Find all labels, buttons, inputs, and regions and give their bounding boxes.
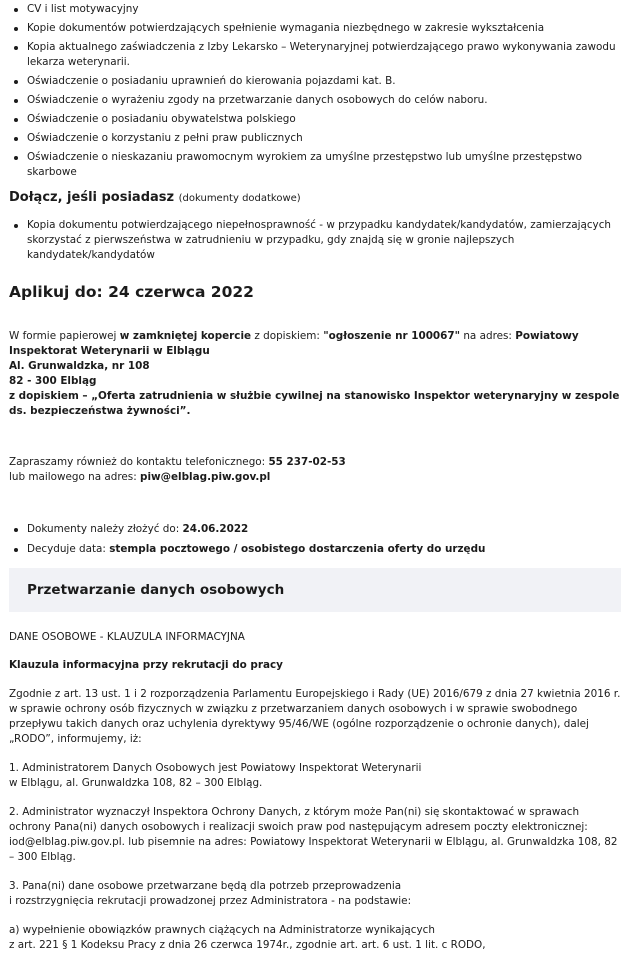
list-item: Oświadczenie o posiadaniu uprawnień do kierowania pojazdami kat. B. (9, 74, 621, 89)
apply-deadline-title: Aplikuj do: 24 czerwca 2022 (9, 283, 254, 301)
paper-mid: z dopiskiem: (251, 330, 324, 342)
contact-info (9, 455, 621, 485)
list-item: Kopia aktualnego zaświadczenia z Izby Lekarsko – Weterynaryjnej potwierdzającego prawo wykonywania zawodu lekarza weterynarii. (9, 40, 621, 70)
address-street: Al. Grunwaldzka, nr 108 (9, 360, 150, 372)
rodo-point-1-line2: w Elblągu, al. Grunwaldzka 108, 82 – 300 Elbląg. (9, 777, 263, 789)
additional-documents-list (9, 218, 621, 263)
rodo-point-a-line1: a) wypełnienie obowiązków prawnych ciążących na Administratorze wynikających (9, 924, 435, 936)
deadline-value: 24.06.2022 (182, 523, 249, 535)
list-item: Oświadczenie o wyrażeniu zgody na przetwarzanie danych osobowych do celów naboru. (9, 93, 621, 108)
contact-phone-label: Zapraszamy również do kontaktu telefonicznego: (9, 456, 269, 468)
rodo-point-2: 2. Administrator wyznaczył Inspektora Ochrony Danych, z którym może Pan(ni) się skontaktować w sprawach ochrony Pana(ni) danych osobowych i realizacji swoich praw pod następującym adresem poczty elektronicznej: iod@elblag.piw.gov.pl. lub pisemnie na adres: Powiatowy Inspektorat Weterynarii w Elblągu, al. Grunwaldzka 108, 82 – 300 Elbląg. (9, 806, 618, 863)
list-item: CV i list motywacyjny (9, 2, 621, 17)
paper-submission-info (9, 329, 621, 419)
list-item: Oświadczenie o posiadaniu obywatelstwa polskiego (9, 112, 621, 127)
announcement-number: "ogłoszenie nr 100067" (323, 330, 461, 342)
decides-value: stempla pocztowego / osobistego dostarczenia oferty do urzędu (109, 543, 486, 555)
rodo-point-a (9, 923, 621, 953)
address-city: 82 - 300 Elbląg (9, 375, 97, 387)
requirements-list (9, 0, 621, 180)
list-item: Kopie dokumentów potwierdzających spełnienie wymagania niezbędnego w zakresie wykształcenia (9, 21, 621, 36)
list-item: Oświadczenie o nieskazaniu prawomocnym wyrokiem za umyślne przestępstwo lub umyślne przestępstwo skarbowe (9, 150, 621, 180)
join-heading (9, 189, 621, 208)
contact-email-label: lub mailowego na adres: (9, 471, 141, 483)
deadline-list (9, 522, 621, 557)
paper-mid2: na adres: (460, 330, 516, 342)
rodo-point-1 (9, 761, 621, 791)
join-heading-text: Dołącz, jeśli posiadasz (9, 190, 175, 205)
decides-label: Decyduje data: (27, 543, 110, 555)
rodo-point-3-line1: 3. Pana(ni) dane osobowe przetwarzane będą dla potrzeb przeprowadzenia (9, 880, 402, 892)
contact-email[interactable]: piw@elblag.piw.gov.pl (140, 471, 271, 483)
rodo-point-3-line2: i rozstrzygnięcia rekrutacji prowadzonej przez Administratora - na podstawie: (9, 895, 412, 907)
section-header-data-processing (9, 568, 621, 612)
paper-prefix: W formie papierowej (9, 330, 120, 342)
rodo-point-1-line1: 1. Administratorem Danych Osobowych jest Powiatowy Inspektorat Weterynarii (9, 762, 422, 774)
rodo-intro: Zgodnie z art. 13 ust. 1 i 2 rozporządzenia Parlamentu Europejskiego i Rady (UE) 2016/679 z dnia 27 kwietnia 2016 r. w sprawie ochrony osób fizycznych w związku z przetwarzaniem danych osobowych i w sprawie swobodnego przepływu takich danych oraz uchylenia dyrektywy 95/46/WE (ogólne rozporządzenie o ochronie danych), dalej „RODO”, informujemy, iż: (9, 688, 621, 745)
list-item (9, 522, 621, 537)
list-item: Kopia dokumentu potwierdzającego niepełnosprawność - w przypadku kandydatek/kandydatów, zamierzających skorzystać z pierwszeństwa w zatrudnieniu w przypadku, gdy znajdą się w gronie najlepszych kandydatek/kandydatów (9, 218, 621, 263)
join-subheading: (dokumenty dodatkowe) (178, 193, 301, 204)
rodo-point-a-line2: z art. 221 § 1 Kodeksu Pracy z dnia 26 czerwca 1974r., zgodnie art. art. 6 ust. 1 lit. c RODO, (9, 939, 486, 951)
list-item: Oświadczenie o korzystaniu z pełni praw publicznych (9, 131, 621, 146)
list-item (9, 542, 621, 557)
address-annotation: z dopiskiem – „Oferta zatrudnienia w służbie cywilnej na stanowisko Inspektor weterynaryjny w zespole ds. bezpieczeństwa żywności”. (9, 390, 620, 417)
deadline-label: Dokumenty należy złożyć do: (27, 523, 183, 535)
section-title: Przetwarzanie danych osobowych (27, 581, 285, 598)
address-office: Powiatowy Inspektorat Weterynarii w Elblągu (9, 330, 579, 357)
contact-phone[interactable]: 55 237-02-53 (268, 456, 346, 468)
rodo-point-3 (9, 879, 621, 909)
sealed-envelope-text: w zamkniętej kopercie (119, 330, 252, 342)
rodo-title: Klauzula informacyjna przy rekrutacji do pracy (9, 659, 283, 671)
rodo-label: DANE OSOBOWE - KLAUZULA INFORMACYJNA (9, 631, 245, 643)
